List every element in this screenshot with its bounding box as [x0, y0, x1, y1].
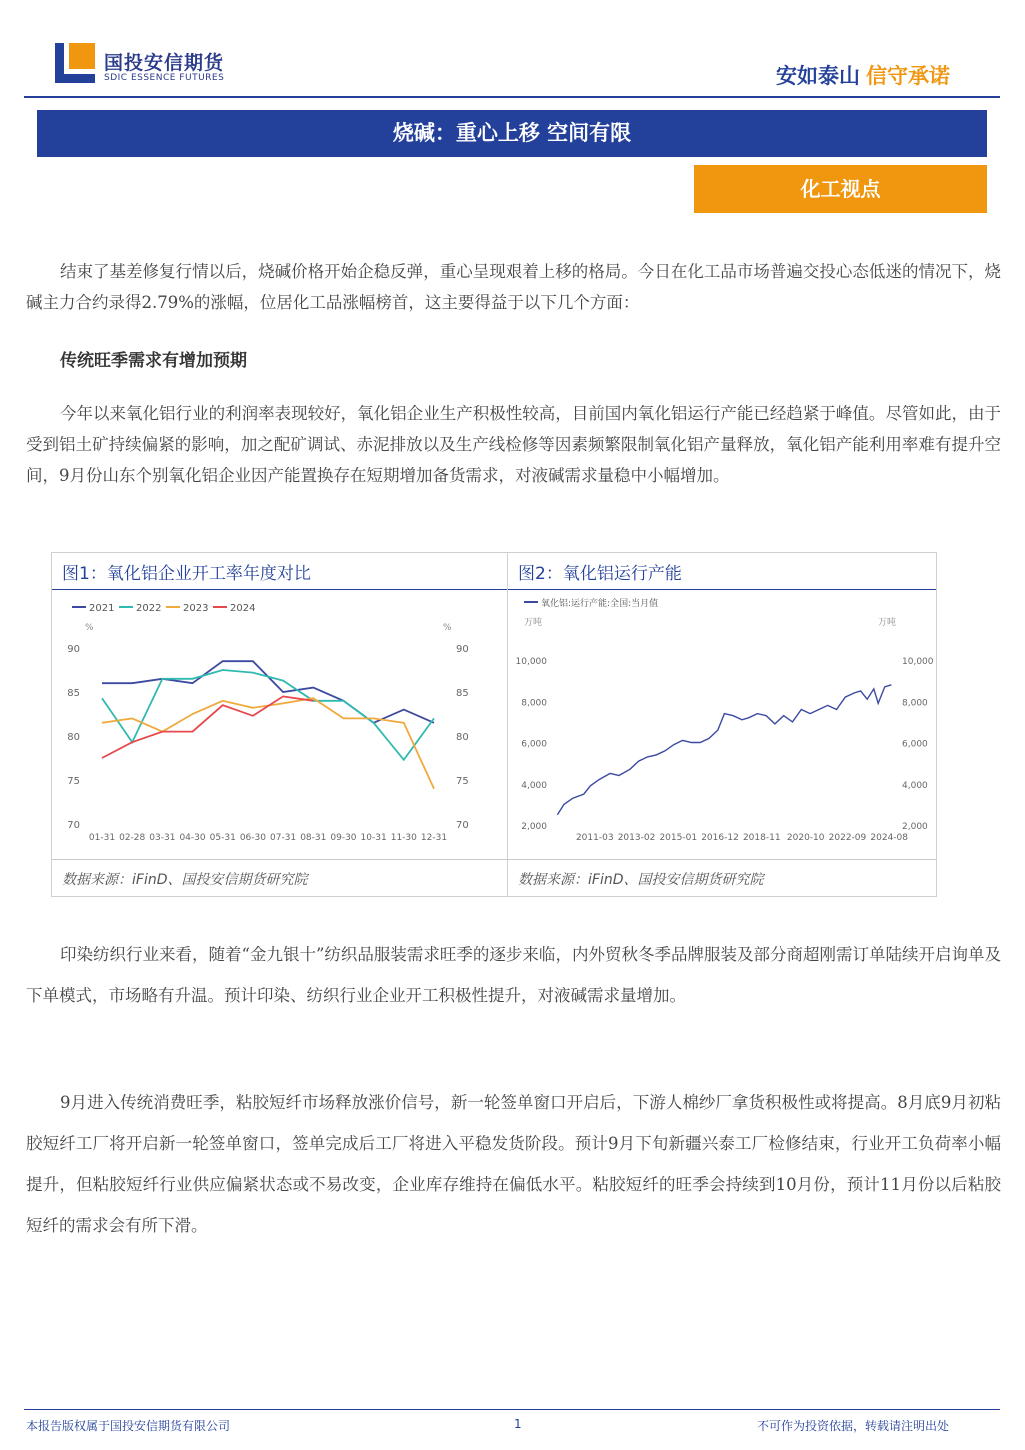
figure-2-panel — [507, 552, 937, 897]
footer-page-number: 1 — [514, 1417, 522, 1431]
header-divider — [24, 96, 1000, 98]
figure-1-source: 数据来源：iFinD、国投安信期货研究院 — [62, 872, 308, 888]
legend-label-2023: 2023 — [183, 603, 209, 614]
figure-2-title: 图2：氧化铝运行产能 — [518, 564, 682, 584]
footer-divider — [24, 1409, 1000, 1410]
y-tick-left-10000: 10,000 — [515, 657, 547, 667]
y-tick-left-85: 85 — [67, 688, 80, 699]
series-line-capacity — [557, 685, 891, 815]
figure-1-panel — [51, 552, 508, 897]
y-tick-right-8000: 8,000 — [902, 698, 928, 709]
x-tick-08-31: 08-31 — [300, 833, 327, 843]
legend-label-capacity: 氧化铝:运行产能:全国:当月值 — [541, 599, 659, 609]
y-tick-left-2000: 2,000 — [521, 822, 547, 832]
logo-english-name: SDIC ESSENCE FUTURES — [104, 73, 225, 83]
figure-2-chart — [508, 590, 936, 858]
y-tick-left-4000: 4,000 — [521, 780, 547, 791]
x-tick-2016-12: 2016-12 — [701, 833, 739, 843]
x-tick-2018-11: 2018-11 — [742, 833, 781, 843]
x-tick-2024-08: 2024-08 — [870, 833, 909, 843]
paragraph-intro: 结束了基差修复行情以后，烧碱价格开始企稳反弹，重心呈现艰着上移的格局。今日在化工品市场普遍交投心态低迷的情况下，烧碱主力合约录得2.79%的涨幅，位居化工品涨幅榜首，这主要得益于以下几个方面： — [26, 262, 1001, 312]
report-category-badge: 化工视点 — [694, 165, 987, 213]
y-unit-left: 万吨 — [524, 618, 543, 628]
figure-1-title: 图1：氧化铝企业开工率年度对比 — [62, 564, 311, 584]
y-tick-right-6000: 6,000 — [902, 739, 928, 750]
x-tick-11-30: 11-30 — [390, 833, 417, 843]
x-tick-2020-10: 2020-10 — [786, 833, 825, 843]
footer-copyright: 本报告版权属于国投安信期货有限公司 — [26, 1419, 231, 1433]
paragraph-textile: 印染纺织行业来看，随着“金九银十”纺织品服装需求旺季的逐步来临，内外贸秋冬季品牌服装及部分商超刚需订单陆续开启询单及下单模式，市场略有升温。预计印染、纺织行业企业开工积极性提升，对液碱需求量增加。 — [26, 945, 1001, 1005]
y-tick-right-4000: 4,000 — [902, 780, 928, 791]
x-tick-12-31: 12-31 — [420, 833, 448, 843]
y-tick-right-85: 85 — [456, 688, 469, 699]
x-tick-2011-03: 2011-03 — [575, 833, 614, 843]
y-unit-right: % — [443, 623, 452, 633]
figure-1-source-divider — [52, 859, 507, 860]
series-line-2024 — [102, 696, 313, 758]
x-tick-2022-09: 2022-09 — [828, 833, 867, 843]
section-subheading: 传统旺季需求有增加预期 — [60, 351, 247, 371]
logo-chinese-name: 国投安信期货 — [104, 52, 225, 74]
y-tick-left-6000: 6,000 — [521, 739, 547, 750]
paragraph-viscose: 9月进入传统消费旺季，粘胶短纤市场释放涨价信号，新一轮签单窗口开启后，下游人棉纱厂拿货积极性或将提高。8月底9月初粘胶短纤工厂将开启新一轮签单窗口，签单完成后工厂将进入平稳发货阶段。预计9月下旬新疆兴泰工厂检修结束，行业开工负荷率小幅提升，但粘胶短纤行业供应偏紧状态或不易改变，企业库存维持在偏低水平。粘胶短纤的旺季会持续到10月份，预计11月份以后粘胶短纤的需求会有所下滑。 — [26, 1093, 1001, 1235]
y-tick-right-90: 90 — [456, 644, 469, 655]
series-line-2023 — [102, 698, 434, 789]
y-tick-right-75: 75 — [456, 776, 469, 787]
y-tick-left-8000: 8,000 — [521, 698, 547, 709]
figure-2-source-divider — [508, 859, 936, 860]
series-line-2022 — [102, 670, 434, 760]
y-tick-left-70: 70 — [67, 820, 80, 831]
figure-2-source: 数据来源：iFinD、国投安信期货研究院 — [518, 872, 764, 888]
x-tick-02-28: 02-28 — [119, 833, 146, 843]
y-tick-right-70: 70 — [456, 820, 469, 831]
slogan-part-1: 安如泰山 — [776, 64, 860, 88]
y-tick-right-10000: 10,000 — [902, 657, 934, 667]
x-tick-04-30: 04-30 — [179, 833, 206, 843]
y-tick-left-80: 80 — [67, 732, 80, 743]
x-tick-06-30: 06-30 — [239, 833, 266, 843]
x-tick-09-30: 09-30 — [330, 833, 357, 843]
x-tick-10-31: 10-31 — [360, 833, 387, 843]
series-line-2021 — [102, 661, 434, 723]
y-unit-left: % — [85, 623, 94, 633]
x-tick-01-31: 01-31 — [88, 833, 116, 843]
y-tick-right-2000: 2,000 — [902, 822, 928, 832]
paragraph-alumina: 今年以来氧化铝行业的利润率表现较好，氧化铝企业生产积极性较高，目前国内氧化铝运行产能已经趋紧于峰值。尽管如此，由于受到铝土矿持续偏紧的影响，加之配矿调试、赤泥排放以及生产线检修等因素频繁限制氧化铝产量释放，氧化铝产能利用率难有提升空间，9月份山东个别氧化铝企业因产能置换存在短期增加备货需求，对液碱需求量稳中小幅增加。 — [26, 404, 1001, 485]
x-tick-2015-01: 2015-01 — [659, 833, 698, 843]
x-tick-07-31: 07-31 — [270, 833, 297, 843]
legend-label-2021: 2021 — [89, 603, 115, 614]
footer-disclaimer: 不可作为投资依据，转载请注明出处 — [757, 1419, 950, 1433]
figure-1-chart — [52, 590, 507, 858]
report-title: 烧碱：重心上移 空间有限 — [37, 110, 987, 157]
legend-label-2022: 2022 — [136, 603, 162, 614]
company-logo-icon — [55, 43, 95, 83]
y-tick-left-75: 75 — [67, 776, 80, 787]
x-tick-05-31: 05-31 — [209, 833, 236, 843]
x-tick-03-31: 03-31 — [149, 833, 176, 843]
y-unit-right: 万吨 — [878, 618, 897, 628]
x-tick-2013-02: 2013-02 — [617, 833, 656, 843]
slogan-part-2: 信守承诺 — [866, 64, 950, 88]
y-tick-left-90: 90 — [67, 644, 80, 655]
y-tick-right-80: 80 — [456, 732, 469, 743]
legend-label-2024: 2024 — [230, 603, 256, 614]
company-slogan — [776, 60, 950, 90]
